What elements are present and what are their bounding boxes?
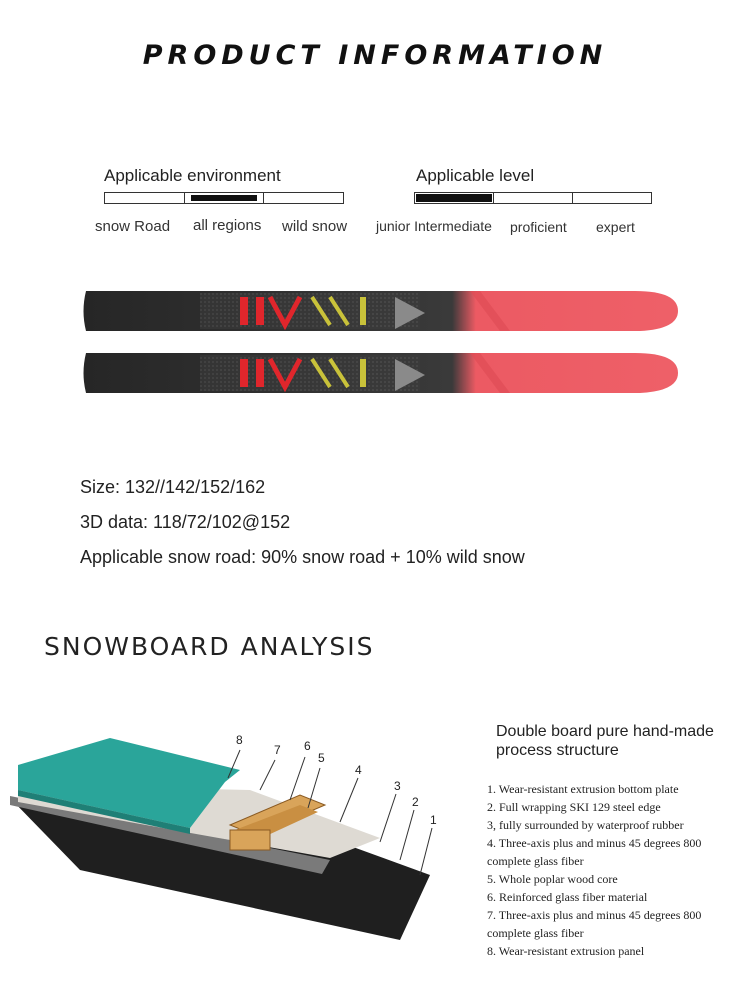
level-option-3: expert — [596, 219, 635, 235]
layer-item-1: 1. Wear-resistant extrusion bottom plate — [487, 782, 679, 796]
environment-option-2: all regions — [193, 217, 262, 234]
environment-option-1: snow Road — [95, 218, 171, 235]
callout-5: 5 — [318, 751, 325, 765]
environment-option-3: wild snow — [282, 218, 348, 235]
analysis-title: SNOWBOARD ANALYSIS — [44, 632, 375, 661]
layer-legend — [487, 780, 742, 960]
environment-seg-3 — [264, 193, 343, 203]
environment-label: Applicable environment — [104, 166, 281, 185]
callout-2: 2 — [412, 795, 419, 809]
environment-seg-2 — [185, 193, 265, 203]
level-option-2: proficient — [510, 219, 567, 235]
level-bar — [414, 192, 652, 204]
callout-6: 6 — [304, 739, 311, 753]
page-title: PRODUCT INFORMATION — [142, 40, 608, 71]
level-selected-fill — [416, 194, 492, 202]
layer-item-7-cont: complete glass fiber — [487, 926, 584, 940]
layer-structure-diagram — [0, 730, 470, 960]
callout-4: 4 — [355, 763, 362, 777]
layer-item-4: 4. Three-axis plus and minus 45 degrees 800 — [487, 836, 702, 850]
ski-pair-illustration — [80, 285, 680, 400]
spec-3d-data: 3D data: 118/72/102@152 — [80, 512, 291, 532]
spec-size: Size: 132//142/152/162 — [80, 477, 266, 497]
level-seg-1 — [415, 193, 494, 203]
structure-title-line2: process structure — [496, 742, 619, 759]
structure-title — [496, 722, 736, 760]
layer-item-4-cont: complete glass fiber — [487, 854, 584, 868]
callout-3: 3 — [394, 779, 401, 793]
environment-seg-1 — [105, 193, 185, 203]
layer-item-5: 5. Whole poplar wood core — [487, 872, 618, 886]
layer-item-8: 8. Wear-resistant extrusion panel — [487, 944, 645, 958]
layer-item-7: 7. Three-axis plus and minus 45 degrees 800 — [487, 908, 702, 922]
layer-item-6: 6. Reinforced glass fiber material — [487, 890, 648, 904]
ski-top — [84, 291, 679, 331]
spec-snow-road: Applicable snow road: 90% snow road + 10% wild snow — [80, 547, 525, 567]
callout-7: 7 — [274, 743, 281, 757]
layer-item-3: 3, fully surrounded by waterproof rubber — [487, 818, 684, 832]
callout-8: 8 — [236, 733, 243, 747]
level-seg-2 — [494, 193, 573, 203]
environment-selected-fill — [191, 195, 258, 201]
level-option-1: junior Intermediate — [376, 218, 492, 234]
ski-bottom — [84, 353, 679, 393]
callout-1: 1 — [430, 813, 437, 827]
level-label: Applicable level — [416, 166, 535, 185]
environment-bar — [104, 192, 344, 204]
layer-item-2: 2. Full wrapping SKI 129 steel edge — [487, 800, 661, 814]
level-seg-3 — [573, 193, 651, 203]
structure-title-line1: Double board pure hand-made — [496, 723, 714, 740]
